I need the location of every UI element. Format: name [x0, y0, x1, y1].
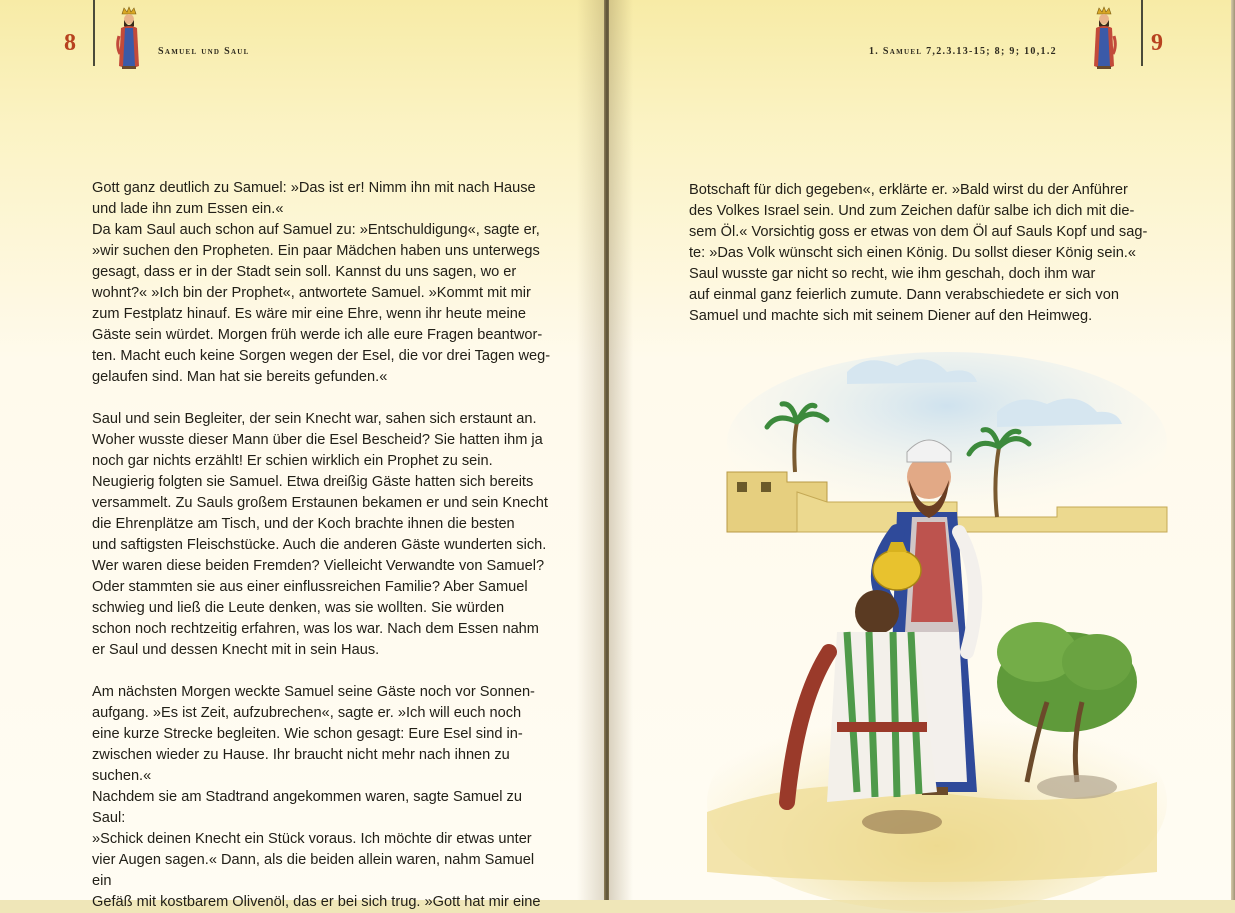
window: [737, 482, 747, 492]
paragraph-1: Gott ganz deutlich zu Samuel: »Das ist er! Nimm ihn mit nach Hause und lade ihn zum Essen ein.« Da kam Saul auch schon auf Samuel zu: »Entschuldigung«, sagte er, »wir suchen den Propheten. Ein paar Mädchen haben uns unterwegs gesagt, dass er in der Stadt sein soll. Kannst du uns sagen, wo er wohnt?« »Ich bin der Prophet«, antwortete Samuel. »Kommt mit mir zum Festplatz hinauf. Es wäre mir eine Ehre, wenn ihr heute meine Gäste sein würdet. Morgen früh werde ich alle eure Fragen beantwor- ten. Macht euch keine Sorgen wegen der Esel, die vor drei Tagen weg- gelaufen sind. Man hat sie bereits gefunden.«: [92, 180, 551, 385]
right-body-text: [689, 180, 1159, 327]
page-edge: [1231, 0, 1235, 900]
running-head-left: Samuel und Saul: [158, 46, 250, 57]
anointing-illustration: [697, 332, 1167, 892]
king-icon: [1089, 6, 1119, 72]
left-body-text: [92, 178, 552, 913]
left-page: [0, 0, 607, 910]
page-number-right: 9: [1151, 30, 1163, 56]
gutter-shadow: [609, 0, 633, 900]
page-number-left: 8: [64, 30, 76, 56]
paragraph-4: Botschaft für dich gegeben«, erklärte er. »Bald wirst du der Anführer des Volkes Israel sein. Und zum Zeichen dafür salbe ich dich mit die- sem Öl.« Vorsichtig goss er etwas von dem Öl auf Sauls Kopf und sag- te: »Das Volk wünscht sich einen König. Du sollst dieser König sein.« Saul wusste gar nicht so recht, wie ihm geschah, doch ihm war auf einmal ganz feierlich zumute. Dann verabschiedete er sich von Samuel und machte sich mit seinem Diener auf den Heimweg.: [689, 182, 1148, 324]
paragraph-2: Saul und sein Begleiter, der sein Knecht war, sahen sich erstaunt an. Woher wusste dieser Mann über die Esel Bescheid? Sie hatten ihm ja noch gar nichts erzählt! Er schien wirklich ein Prophet zu sein. Neugierig folgten sie Samuel. Etwa dreißig Gäste hatten sich bereits versammelt. Zu Sauls großem Erstaunen bekamen er und sein Knecht die Ehrenplätze am Tisch, und der Koch brachte ihnen die besten und saftigsten Fleischstücke. Auch die anderen Gäste wunderten sich. Wer waren diese beiden Fremden? Vielleicht Verwandte von Samuel? Oder stammten sie aus einer einflussreichen Familie? Aber Samuel schwieg und ließ die Leute denken, was sie wollten. Sie würden schon noch rechtzeitig erfahren, was los war. Nach dem Essen nahm er Saul und dessen Knecht mit in sein Haus.: [92, 411, 548, 658]
gutter-shadow: [577, 0, 607, 900]
king-icon: [114, 6, 144, 72]
window: [761, 482, 771, 492]
running-head-right: 1. Samuel 7,2.3.13-15; 8; 9; 10,1.2: [869, 46, 1057, 57]
header-rule-left: [93, 0, 95, 66]
paragraph-3: Am nächsten Morgen weckte Samuel seine Gäste noch vor Sonnen- aufgang. »Es ist Zeit, aufzubrechen«, sagte er. »Ich will euch noch eine kurze Strecke begleiten. Wie schon gesagt: Eure Esel sind in- zwischen wieder zu Hause. Ihr braucht nicht mehr nach ihnen zu suchen.« Nachdem sie am Stadtrand angekommen waren, sagte Samuel zu Saul: »Schick deinen Knecht ein Stück voraus. Ich möchte dir etwas unter vier Augen sagen.« Dann, als die beiden allein waren, nahm Samuel ein Gefäß mit kostbarem Olivenöl, das er bei sich trug. »Gott hat mir eine: [92, 684, 541, 910]
oil-jar: [873, 550, 921, 590]
header-rule-right: [1141, 0, 1143, 66]
right-page: [609, 0, 1235, 900]
